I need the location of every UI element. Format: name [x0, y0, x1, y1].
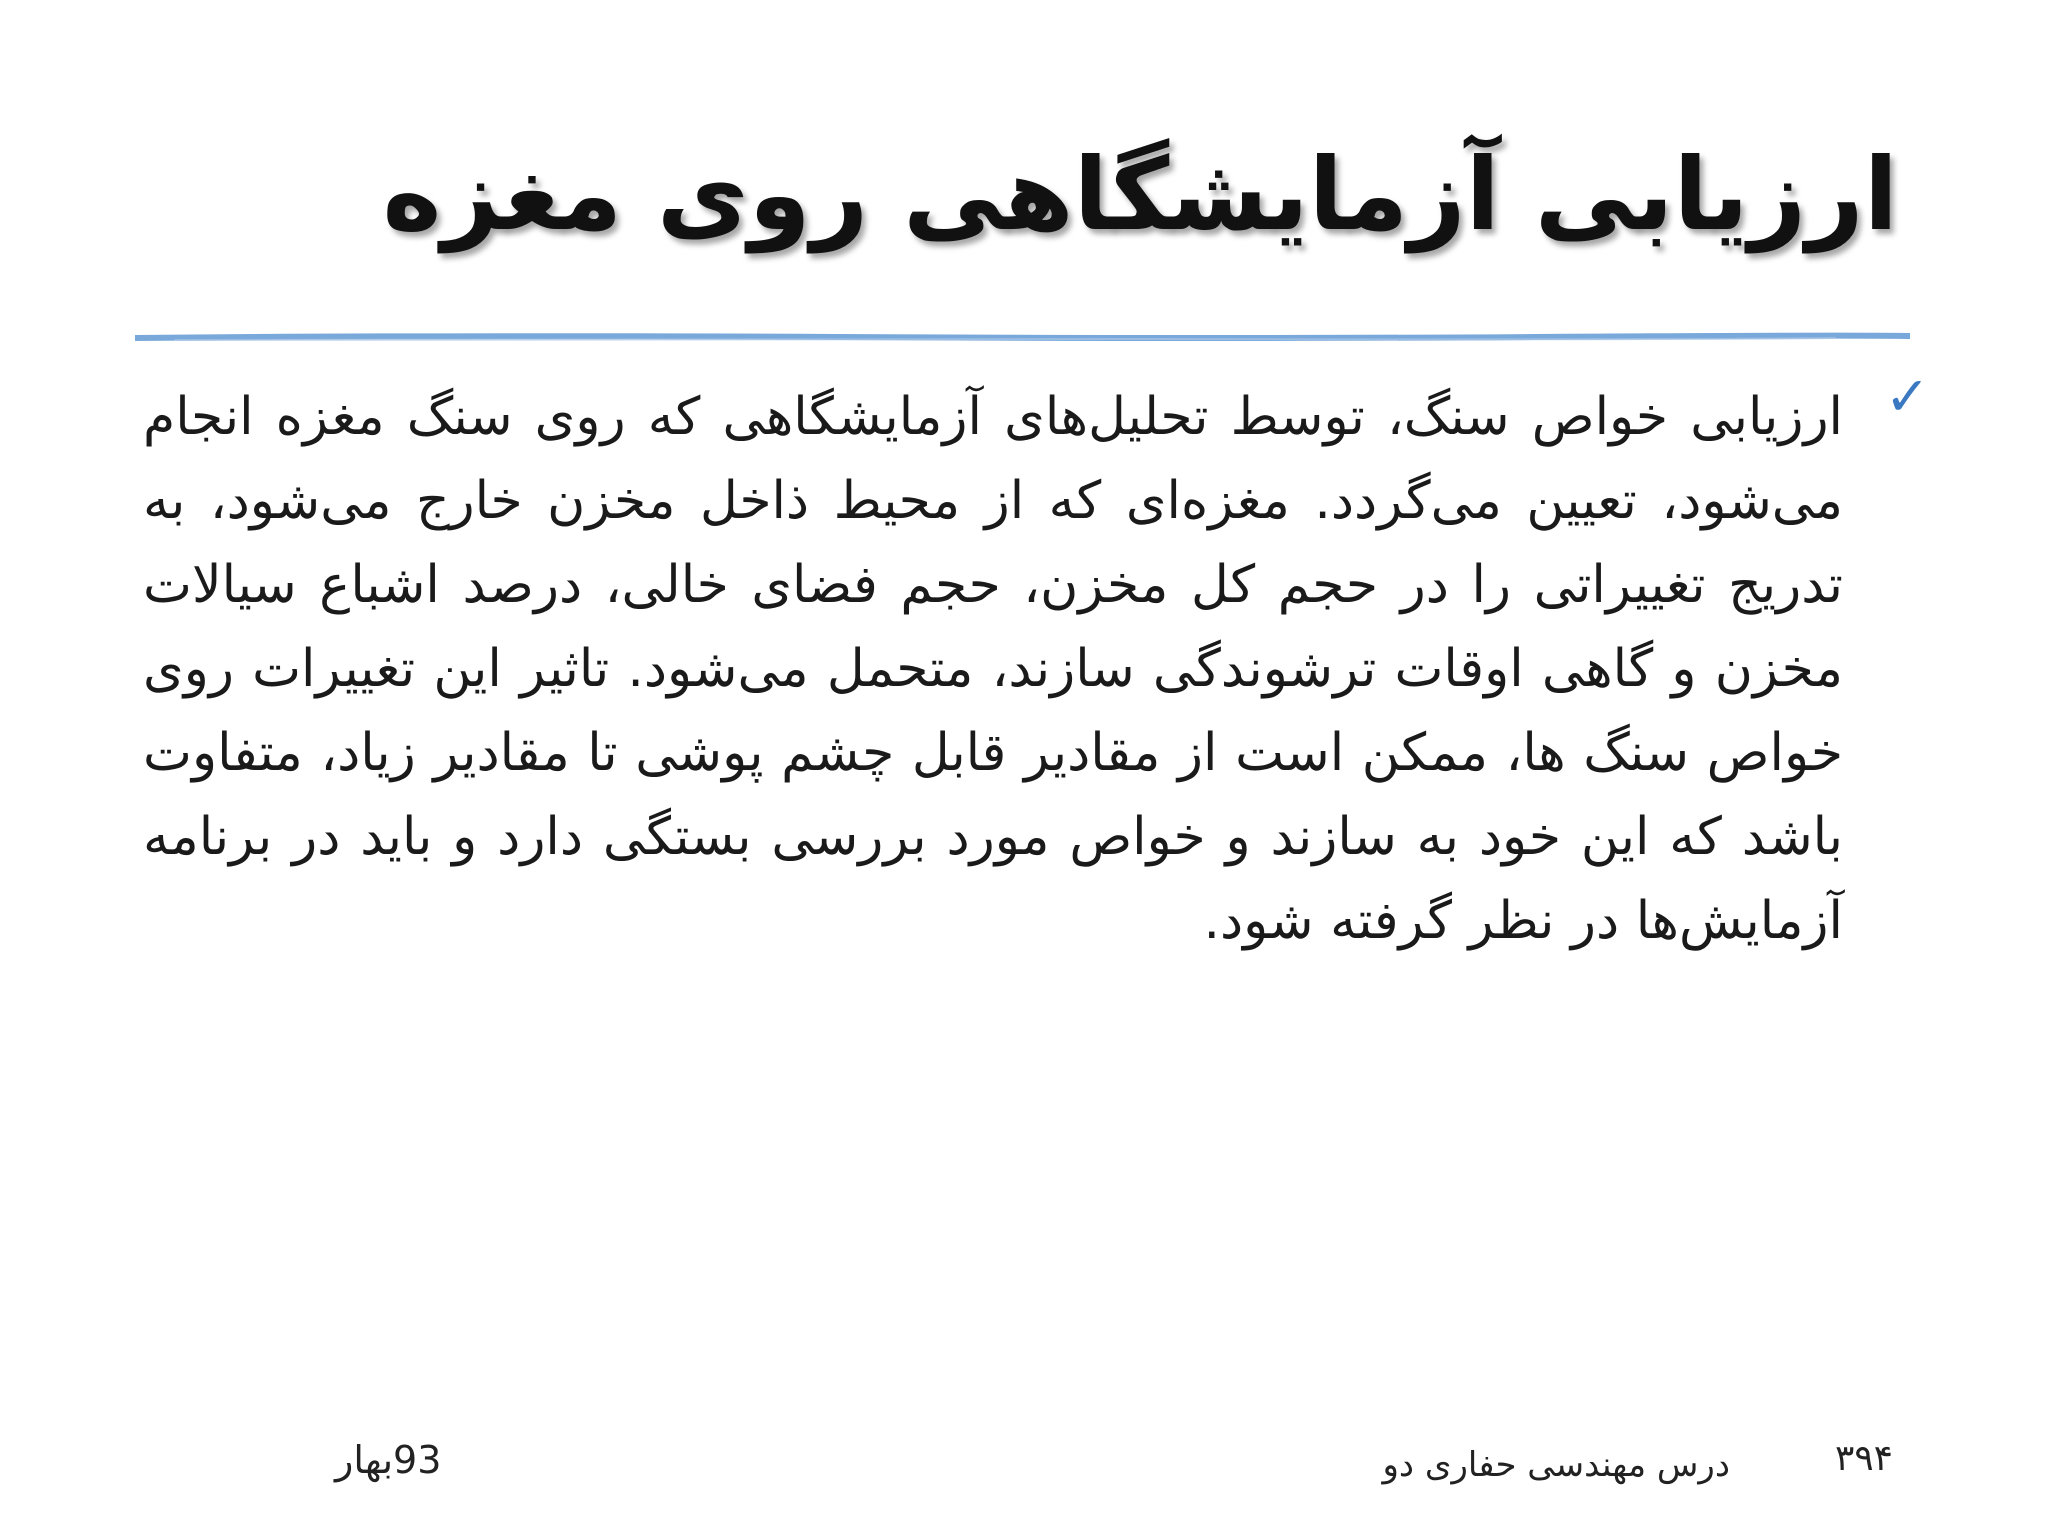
checkmark-icon: ✓ [1884, 365, 1930, 428]
title-divider [135, 332, 1910, 342]
page-number: ۳۹۴ [1834, 1438, 1893, 1479]
footer-term: 93بهار [335, 1438, 442, 1482]
slide-title: ارزیابی آزمایشگاهی روی مغزه [382, 136, 1898, 253]
footer-course-title: درس مهندسی حفاری دو [1382, 1445, 1730, 1485]
body-paragraph: ارزیابی خواص سنگ، توسط تحلیل‌های آزمایشگاهی که روی سنگ مغزه انجام می‌شود، تعیین می‌گردد. مغزه‌ای که از محیط ذاخل مخزن خارج می‌شود، به تدریج تغییراتی را در حجم کل مخزن، حجم فضای خالی، درصد اشباع سیالات مخزن و گاهی اوقات ترشوندگی سازند، متحمل می‌شود. تاثیر این تغییرات روی خواص سنگ ها، ممکن است از مقادیر قابل چشم پوشی تا مقادیر زیاد، متفاوت باشد که این خود به سازند و خواص مورد بررسی بستگی دارد و باید در برنامه آزمایش‌ها در نظر گرفته شود. [143, 387, 1843, 951]
